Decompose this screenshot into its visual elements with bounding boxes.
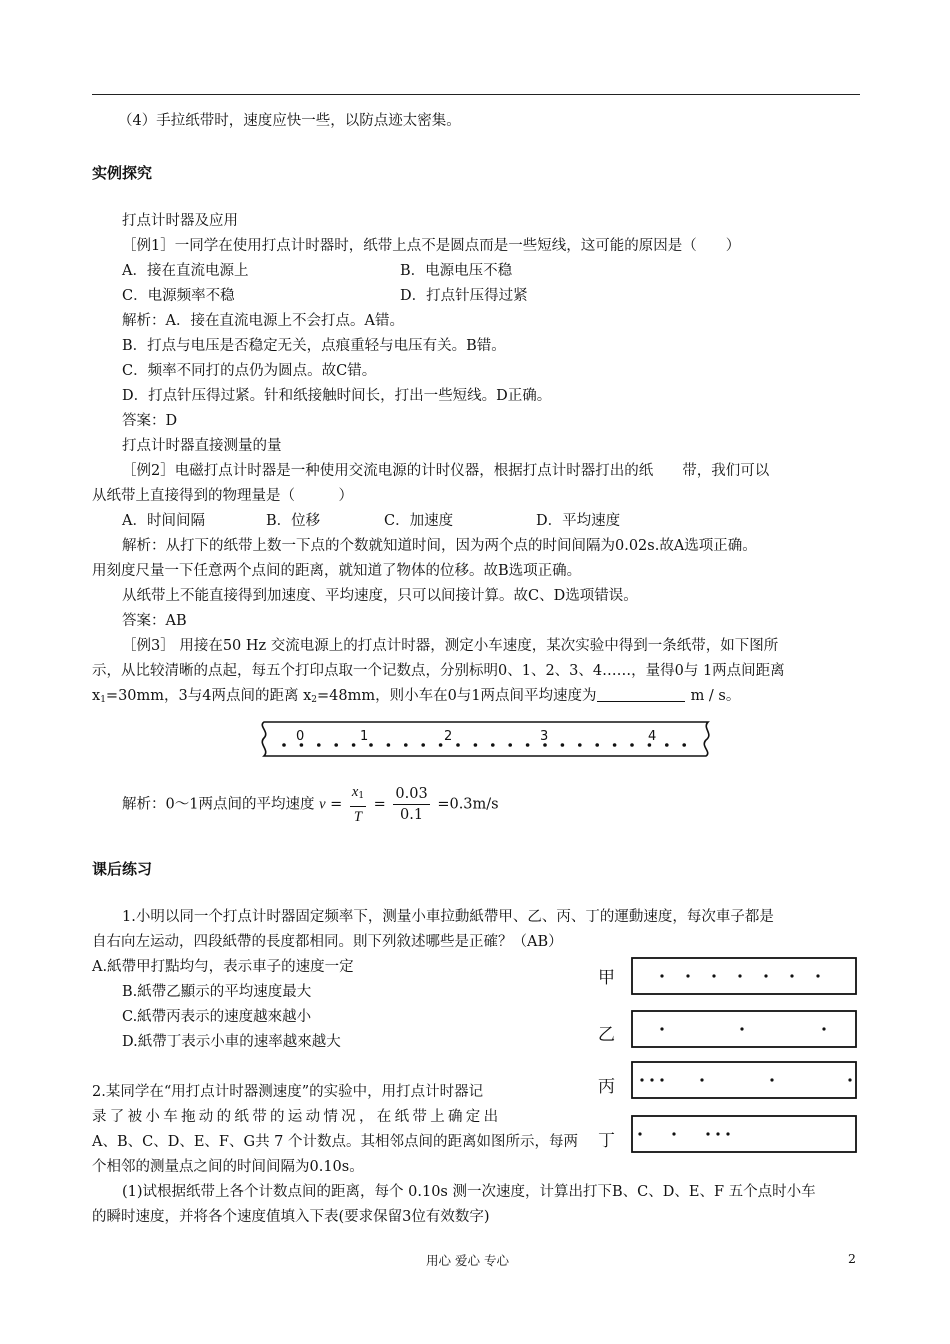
tape-dot: [665, 743, 669, 747]
tape-label-ding: 丁: [598, 1131, 615, 1151]
tape-dot: [686, 974, 689, 977]
example1-answer: 答案：D: [122, 413, 178, 429]
example1-analysis-2: B．打点与电压是否稳定无关，点痕重轻与电压有关。B错。: [122, 338, 506, 354]
answer-blank: [597, 687, 685, 702]
tape-dot: [706, 1132, 709, 1135]
tape-dot: [740, 1027, 743, 1030]
tape-ding-box: [632, 1116, 856, 1152]
tape-dot: [640, 1078, 643, 1081]
tape-label-3: 3: [540, 729, 549, 744]
tape-label-jia: 甲: [598, 968, 615, 988]
tape-label-2: 2: [444, 729, 453, 744]
tape-dot: [282, 743, 286, 747]
tape-dot: [369, 743, 373, 747]
tape-dot: [578, 743, 582, 747]
tape-dot: [790, 974, 793, 977]
q1-option-b: B.紙帶乙顯示的平均速度最大: [122, 984, 312, 1000]
tape-dot: [456, 743, 460, 747]
tape-dot: [650, 1078, 653, 1081]
tape-dot: [630, 743, 634, 747]
example2-analysis-2: 用刻度尺量一下任意两个点间的距离，就知道了物体的位移。故B选项正确。: [92, 563, 582, 579]
intro-line: （4）手拉纸带时，速度应快一些，以防点迹太密集。: [118, 113, 461, 129]
tape-dot: [660, 1078, 663, 1081]
example3-line2: 示，从比较清晰的点起，每五个打印点取一个记数点，分别标明0、1、2、3、4……，量得0与 1两点间距离: [92, 663, 785, 679]
header-rule: [92, 94, 860, 95]
tape-dot: [700, 1078, 703, 1081]
tape-dot: [474, 743, 478, 747]
topic-timer-application: 打点计时器及应用: [122, 213, 238, 229]
example1-option-d: D．打点针压得过紧: [400, 288, 528, 304]
example3-line1: ［例3］ 用接在50 Hz 交流电源上的打点计时器，测定小车速度，某次实验中得到一条纸带，如下图所: [122, 638, 779, 654]
example1-analysis-3: C．频率不同打的点仍为圆点。故C错。: [122, 363, 377, 379]
tape-dot: [738, 974, 741, 977]
example1-option-a: A．接在直流电源上: [122, 263, 249, 279]
example3-paper-tape: [256, 718, 716, 760]
tape-dot: [822, 1027, 825, 1030]
tape-dot: [352, 743, 356, 747]
tape-dot: [816, 974, 819, 977]
tape-dot: [660, 974, 663, 977]
q2-line1: 2.某同学在“用打点计时器测速度”的实验中，用打点计时器记: [92, 1084, 484, 1100]
fraction-x1-over-t: $\frac{x_1}{T}$: [351, 784, 365, 825]
tape-dot: [595, 743, 599, 747]
section-heading-exercises: 课后练习: [92, 860, 153, 878]
example2-option-d: D．平均速度: [536, 513, 621, 529]
example2-option-c: C．加速度: [384, 513, 454, 529]
tape-label-yi: 乙: [598, 1025, 615, 1045]
page-number: 2: [848, 1251, 856, 1266]
tape-dot: [508, 743, 512, 747]
example1-option-c: C．电源频率不稳: [122, 288, 235, 304]
example1-analysis-4: D．打点针压得过紧。针和纸接触时间长，打出一些短线。D正确。: [122, 388, 552, 404]
tape-dot: [526, 743, 530, 747]
q2-line4: 个相邻的测量点之间的时间间隔为0.10s。: [92, 1159, 364, 1175]
footer-slogan: 用心 爱心 专心: [426, 1253, 509, 1268]
example2-question-line2: 从纸带上直接得到的物理量是（ ）: [92, 488, 353, 504]
q2-sub1-line2: 的瞬时速度，并将各个速度值填入下表(要求保留3位有效数字): [92, 1209, 490, 1225]
tape-dot: [439, 743, 443, 747]
tape-dot: [421, 743, 425, 747]
example2-answer: 答案：AB: [122, 613, 187, 629]
tape-jia-box: [632, 958, 856, 994]
topic-direct-measurement: 打点计时器直接测量的量: [122, 438, 282, 454]
example1-question: ［例1］一同学在使用打点计时器时，纸带上点不是圆点而是一些短线，这可能的原因是（ ）: [122, 238, 741, 254]
fraction-values: $\frac{0.03}{0.1}$: [395, 786, 428, 823]
tape-label-1: 1: [360, 729, 369, 744]
tape-label-4: 4: [648, 729, 657, 744]
example3-solution: 解析：0～1两点间的平均速度 v = $\frac{x_1}{T}$ = $\frac{0.03}{0.1}$ =0.3m/s: [122, 784, 499, 825]
tape-dot: [387, 743, 391, 747]
example2-option-a: A．时间间隔: [122, 513, 205, 529]
q1-line1: 1.小明以同一个打点计时器固定频率下，测量小車拉動紙帶甲、乙、丙、丁的運動速度，每次車子都是: [122, 909, 774, 925]
tape-dot: [682, 743, 686, 747]
q1-option-c: C.紙帶丙表示的速度越來越小: [122, 1009, 312, 1025]
q2-sub1-line1: (1)试根据纸带上各个计数点间的距离，每个 0.10s 测一次速度，计算出打下B、C、D、E、F 五个点时小车: [122, 1184, 816, 1200]
q1-paper-tapes: [630, 956, 860, 1156]
q1-option-a: A.紙帶甲打點均勻，表示車子的速度一定: [92, 959, 354, 975]
example2-question-line1: ［例2］电磁打点计时器是一种使用交流电源的计时仪器，根据打点计时器打出的纸 带，我们可以: [122, 463, 770, 479]
tape-dot: [770, 1078, 773, 1081]
tape-dot: [712, 974, 715, 977]
tape-dot: [716, 1132, 719, 1135]
tape-label-0: 0: [296, 729, 305, 744]
tape-dot: [638, 1132, 641, 1135]
tape-dot: [848, 1078, 851, 1081]
example3-line3: $x_1=30mm$，3与4两点间的距离 $x_2=48mm$，则小车在0与1两点间平均速度为 m / s。: [92, 688, 741, 705]
tape-dot: [726, 1132, 729, 1135]
tape-dot: [404, 743, 408, 747]
example2-analysis-1: 解析：从打下的纸带上数一下点的个数就知道时间，因为两个点的时间间隔为0.02s.故A选项正确。: [122, 538, 757, 554]
tape-label-bing: 丙: [598, 1077, 615, 1097]
q2-line3: A、B、C、D、E、F、G共 7 个计数点。其相邻点间的距离如图所示，每两: [92, 1134, 579, 1150]
example2-analysis-3: 从纸带上不能直接得到加速度、平均速度，只可以间接计算。故C、D选项错误。: [122, 588, 638, 604]
tape-dot: [561, 743, 565, 747]
section-heading-examples: 实例探究: [92, 164, 153, 182]
example1-option-b: B．电源电压不稳: [400, 263, 513, 279]
example2-option-b: B．位移: [266, 513, 321, 529]
tape-dot: [317, 743, 321, 747]
tape-dot: [334, 743, 338, 747]
tape-dot: [491, 743, 495, 747]
tape-dot: [613, 743, 617, 747]
tape-bing-box: [632, 1062, 856, 1098]
tape-dot: [672, 1132, 675, 1135]
tape-dot: [660, 1027, 663, 1030]
q1-option-d: D.紙帶丁表示小車的速率越來越大: [122, 1034, 341, 1050]
example1-analysis-1: 解析：A．接在直流电源上不会打点。A错。: [122, 313, 404, 329]
q2-line2: 录了被小车拖动的纸带的运动情况，在纸带上确定出: [92, 1109, 502, 1125]
q1-line2: 自右向左运动，四段紙帶的長度都相同。則下列敘述哪些是正確？（AB）: [92, 934, 563, 950]
tape-dot: [764, 974, 767, 977]
